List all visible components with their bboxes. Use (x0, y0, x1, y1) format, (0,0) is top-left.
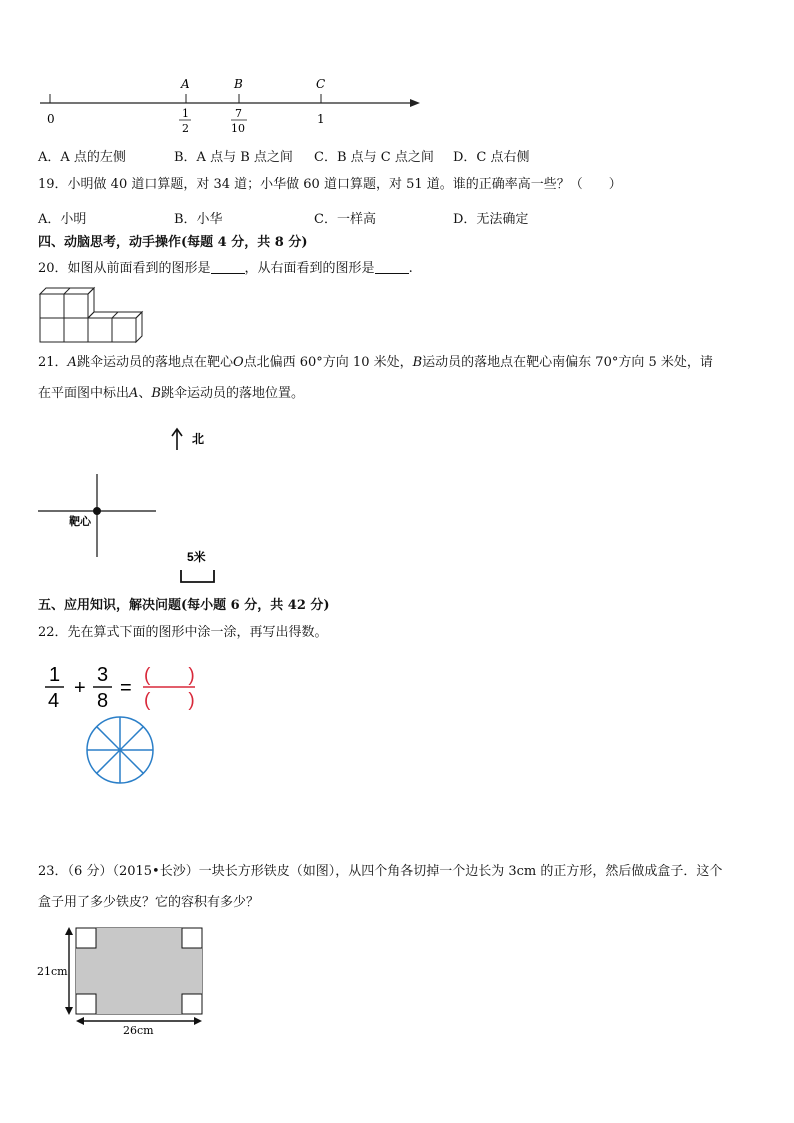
height-arrow-bottom (65, 1007, 73, 1015)
q20-text (38, 261, 413, 277)
q19-option-c[interactable]: C．一样高 (314, 212, 376, 227)
q23-line2: 盒子用了多少铁皮？它的容积有多少？ (38, 895, 260, 910)
height-arrow-top (65, 927, 73, 935)
tick-label-b-num: 7 (235, 107, 242, 120)
target-plan-figure (36, 424, 236, 589)
shading-circle-figure[interactable] (84, 714, 156, 786)
tick-label-half-num: 1 (182, 107, 189, 120)
q21-line1: 21．A跳伞运动员的落地点在靶心O点北偏西 60°方向 10 米处，B运动员的落地点在靶心南偏东 70°方向 5 米处，请 (38, 355, 713, 370)
tick-label-half-den: 2 (182, 122, 189, 135)
answer-numerator-blank[interactable]: ( ) (144, 665, 195, 686)
fraction2-numerator: 3 (97, 664, 109, 686)
tick-label-zero: 0 (47, 112, 55, 126)
q22-text: 22．先在算式下面的图形中涂一涂，再写出得数。 (38, 625, 328, 640)
target-center-dot (93, 507, 101, 515)
fraction1-numerator: 1 (49, 664, 61, 686)
iron-sheet-figure (36, 922, 216, 1036)
number-line-arrow (410, 99, 420, 107)
q23-line1: 23．（6 分）（2015•长沙）一块长方形铁皮（如图），从四个角各切掉一个边长为 3cm 的正方形，然后做成盒子．这个 (38, 864, 723, 879)
q19-option-a[interactable]: A．小明 (38, 212, 87, 227)
q20-part1: 20．如图从前面看到的图形是 (38, 261, 211, 276)
target-center-label: 靶心 (69, 516, 91, 528)
section-4-title: 四、动脑思考，动手操作(每题 4 分，共 8 分) (38, 235, 308, 250)
q20-right-blank[interactable] (375, 261, 409, 274)
q18-option-d[interactable]: D．C 点右侧 (453, 150, 530, 165)
cube-stack-figure (36, 284, 150, 346)
q18-option-a[interactable]: A．A 点的左侧 (38, 150, 126, 165)
label-b: B (234, 77, 243, 91)
tick-label-b-den: 10 (231, 122, 245, 135)
section-5-title: 五、应用知识，解决问题(每小题 6 分，共 42 分) (38, 598, 330, 613)
fraction2-denominator: 8 (97, 690, 109, 712)
cube-bottom-right-side (136, 312, 142, 342)
q20-part3: . (408, 261, 413, 276)
fraction-equation (40, 660, 210, 716)
height-label: 21cm (37, 965, 68, 978)
q18-option-c[interactable]: C．B 点与 C 点之间 (314, 150, 434, 165)
north-label: 北 (192, 432, 205, 446)
width-label: 26cm (123, 1024, 154, 1036)
tick-label-one: 1 (317, 112, 325, 126)
scale-label: 5米 (187, 550, 206, 564)
q21-line2: 在平面图中标出A、B跳伞运动员的落地位置。 (38, 386, 304, 401)
q18-option-b[interactable]: B．A 点与 B 点之间 (174, 150, 293, 165)
cube-top-divider (64, 288, 70, 294)
answer-denominator-blank[interactable]: ( ) (144, 690, 195, 711)
q19-text: 19．小明做 40 道口算题，对 34 道；小华做 60 道口算题，对 51 道。谁的正确率高一些？（ ） (38, 177, 622, 192)
q20-front-blank[interactable] (211, 261, 245, 274)
q20-part2: ，从右面看到的图形是 (244, 261, 375, 276)
q19-option-d[interactable]: D．无法确定 (453, 212, 529, 227)
fraction1-denominator: 4 (48, 690, 60, 712)
width-arrow-left (76, 1017, 84, 1025)
number-line-figure (36, 74, 428, 138)
label-a: A (181, 77, 190, 91)
label-c: C (316, 77, 326, 91)
q19-option-b[interactable]: B．小华 (174, 212, 223, 227)
equals-sign: = (120, 677, 132, 699)
plus-sign: + (74, 677, 86, 699)
scale-bar (181, 570, 214, 582)
cube-bottom-top-divider (112, 312, 118, 318)
width-arrow-right (194, 1017, 202, 1025)
